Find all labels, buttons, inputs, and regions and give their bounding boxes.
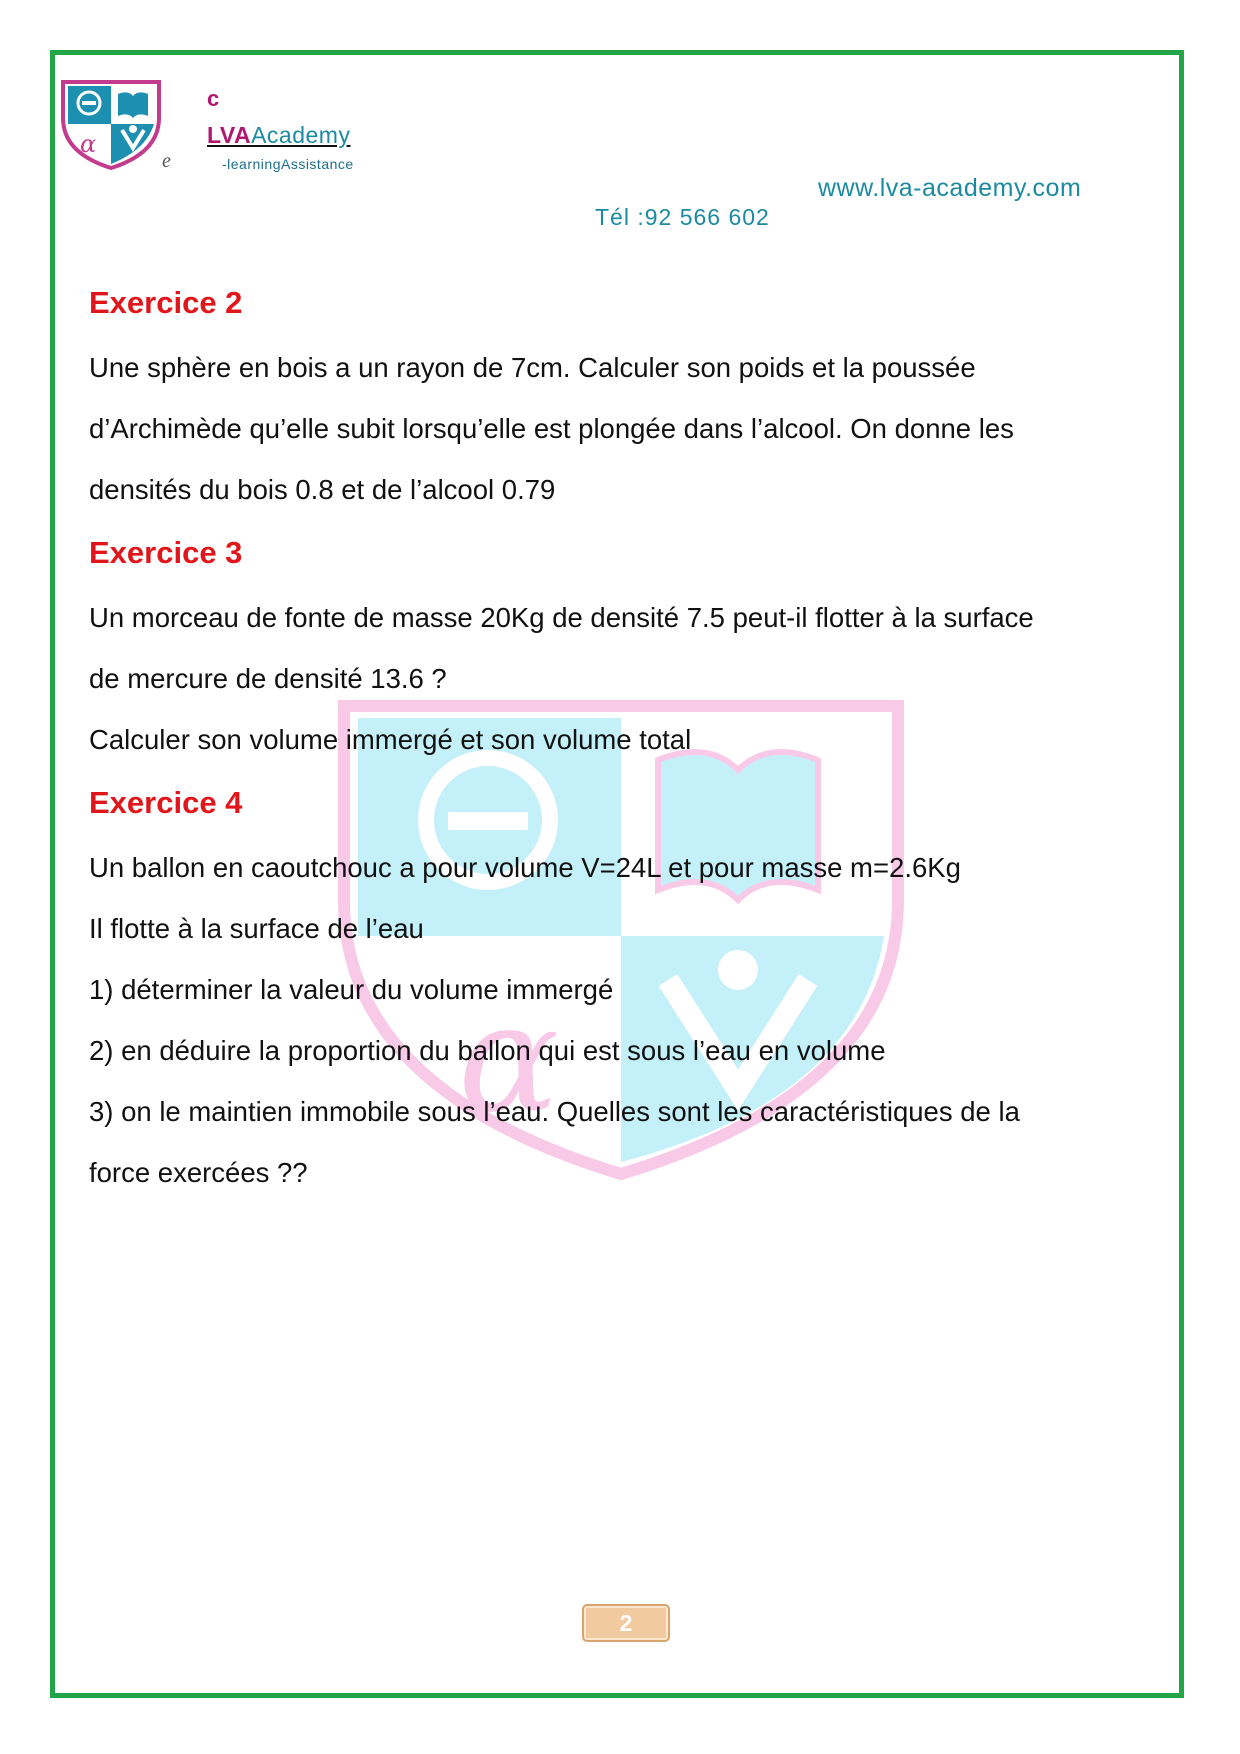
exercise-3-line-3: Calculer son volume immergé et son volume total [89, 724, 692, 755]
alpha-icon: α [80, 130, 97, 158]
page-number-badge: 2 [582, 1604, 670, 1642]
exercise-2-line-1: Une sphère en bois a un rayon de 7cm. Calculer son poids et la poussée [89, 352, 976, 383]
shield-logo-icon [58, 78, 164, 170]
exercise-4-line-6: force exercées ?? [89, 1157, 308, 1188]
exercise-4-line-1: Un ballon en caoutchouc a pour volume V=24L et pour masse m=2.6Kg [89, 852, 961, 883]
brand-e: e [162, 150, 171, 172]
exercise-2-line-3: densités du bois 0.8 et de l’alcool 0.79 [89, 474, 556, 505]
exercise-2-line-2: d’Archimède qu’elle subit lorsqu’elle est plongée dans l’alcool. On donne les [89, 413, 1014, 444]
exercise-4-line-4: 2) en déduire la proportion du ballon qui est sous l’eau en volume [89, 1035, 886, 1066]
exercise-4-title: Exercice 4 [89, 785, 243, 820]
brand-initial: c [207, 86, 220, 111]
website-link[interactable]: www.lva-academy.com [818, 174, 1082, 202]
svg-text:α: α [458, 972, 560, 1146]
brand-tagline: -learningAssistance [222, 156, 354, 172]
exercise-2-title: Exercice 2 [89, 285, 243, 320]
exercise-4-line-3: 1) déterminer la valeur du volume immergé [89, 974, 614, 1005]
book-icon [118, 92, 148, 118]
brand-academy: Academy [251, 122, 351, 148]
exercise-4-line-2: Il flotte à la surface de l’eau [89, 913, 424, 944]
phone-number: Tél :92 566 602 [595, 204, 770, 230]
brand-name [207, 122, 350, 149]
brand-lva: LVA [207, 122, 252, 148]
exercise-3-title: Exercice 3 [89, 535, 243, 570]
exercise-3-line-2: de mercure de densité 13.6 ? [89, 663, 447, 694]
exercise-4-line-5: 3) on le maintien immobile sous l’eau. Quelles sont les caractéristiques de la [89, 1096, 1020, 1127]
exercise-3-line-1: Un morceau de fonte de masse 20Kg de densité 7.5 peut-il flotter à la surface [89, 602, 1034, 633]
